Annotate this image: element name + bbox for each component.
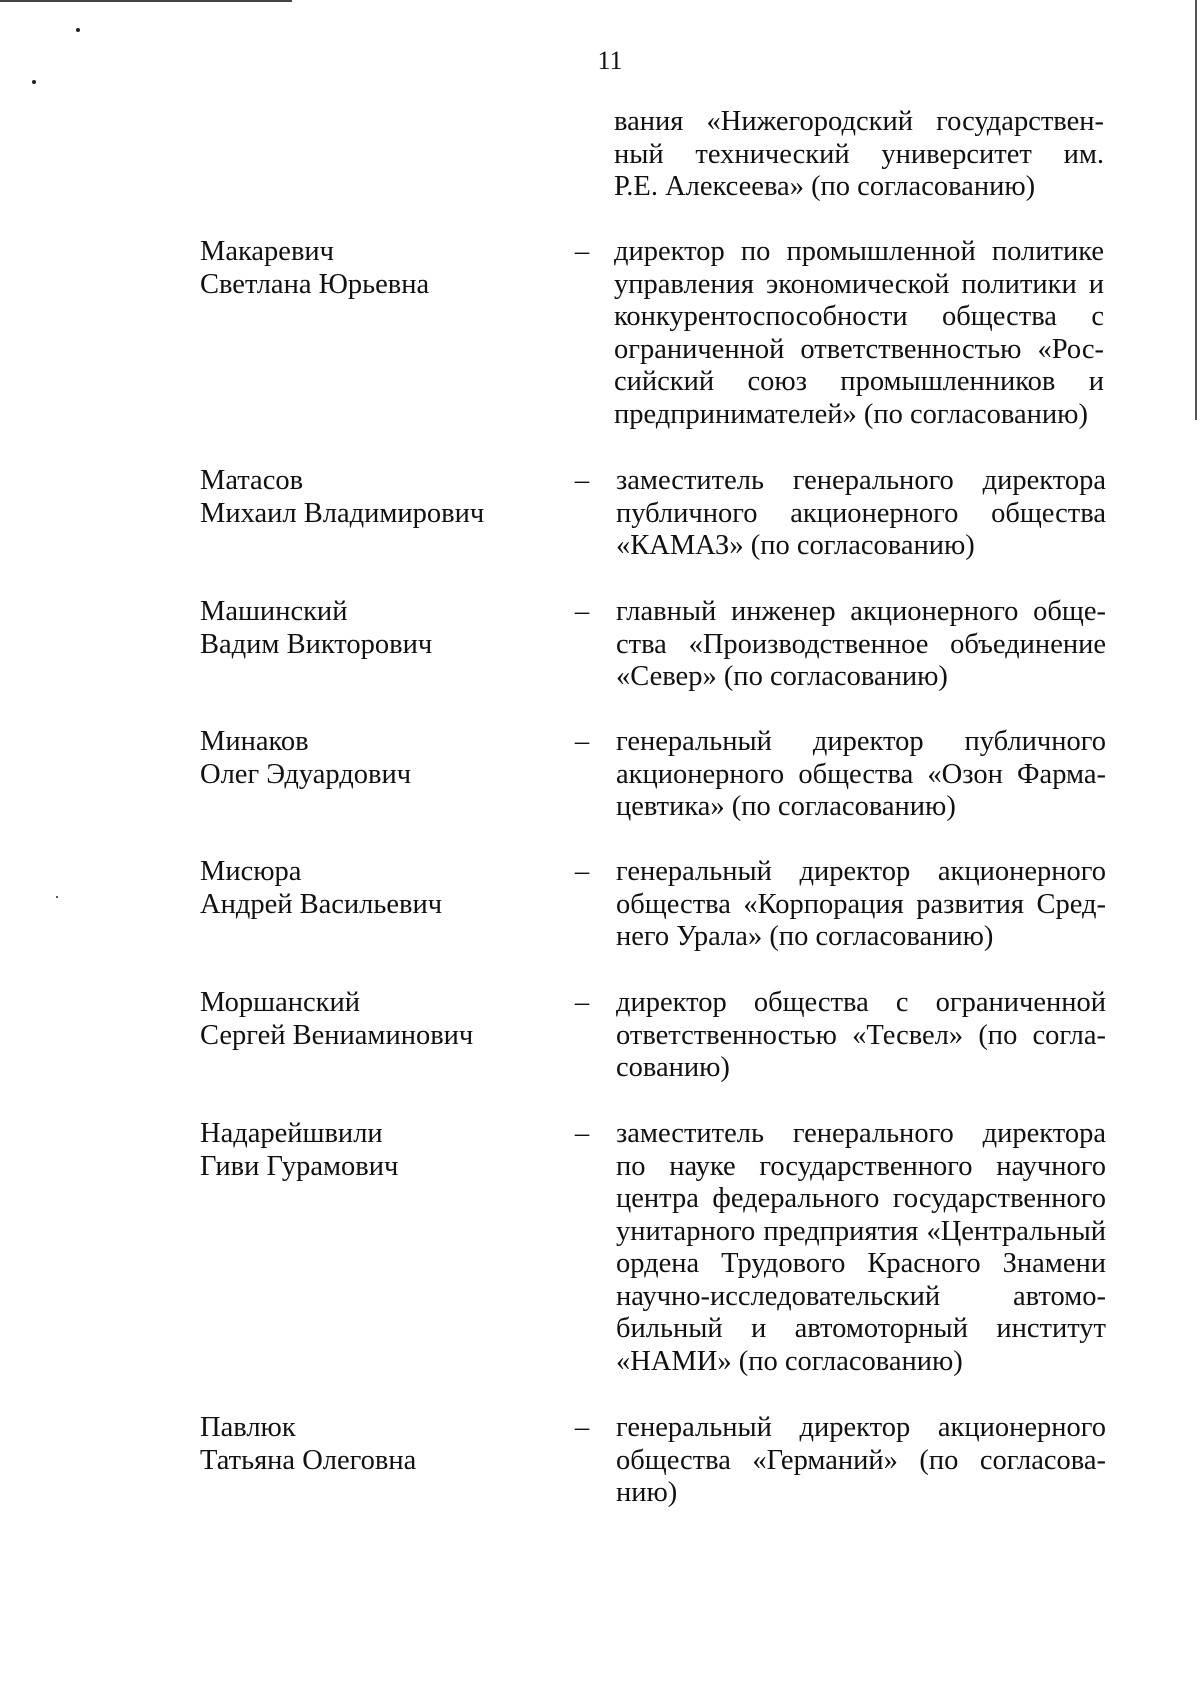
member-surname: Надарейшвили (200, 1118, 383, 1149)
member-name (200, 856, 540, 921)
description-line: генеральный директор акционерного (616, 1412, 1106, 1443)
description-line: по науке государственного научного (616, 1150, 1106, 1182)
description-line: ный технический университет им. (614, 138, 1104, 170)
description-line: акционерного общества «Озон Фарма- (616, 758, 1106, 790)
description-line: предпринимателей» (по согласованию) (614, 398, 1088, 430)
member-surname: Мисюра (200, 856, 302, 887)
dash-separator: – (574, 1412, 590, 1443)
description-line: ства «Производственное объединение (616, 628, 1106, 660)
dash-separator: – (574, 856, 590, 887)
description-line: конкурентоспособности общества с (614, 301, 1104, 332)
member-given-names: Сергей Вениаминович (200, 1019, 474, 1051)
description-line: заместитель генерального директора (616, 1118, 1106, 1149)
member-given-names: Олег Эдуардович (200, 758, 412, 790)
description-line: публичного акционерного общества (616, 497, 1106, 529)
scan-edge-line (1195, 0, 1197, 420)
dash-separator: – (574, 465, 590, 496)
description-line: директор по промышленной политике (614, 236, 1104, 267)
scan-speck (32, 80, 36, 84)
description-line: генеральный директор публичного (616, 726, 1106, 757)
member-name (200, 465, 540, 530)
entry-description (616, 1412, 1106, 1510)
entry-description (616, 856, 1106, 954)
dash-separator: – (574, 596, 590, 627)
description-line: ответственностью «Тесвел» (по согла- (616, 1019, 1106, 1051)
description-line: научно-исследовательский автомо- (616, 1280, 1106, 1312)
description-line: него Урала» (по согласованию) (616, 921, 994, 952)
member-surname: Минаков (200, 726, 309, 757)
description-line: директор общества с ограниченной (616, 987, 1106, 1018)
scan-speck (76, 28, 80, 32)
description-line: центра федерального государственного (616, 1183, 1106, 1214)
entry-description (614, 236, 1104, 431)
entry-description (616, 465, 1106, 563)
description-line: общества «Корпорация развития Сред- (616, 888, 1106, 920)
description-line: генеральный директор акционерного (616, 856, 1106, 887)
scan-edge-line (0, 0, 292, 2)
member-name (200, 1118, 540, 1183)
dash-separator: – (574, 1118, 590, 1149)
description-line: сийский союз промышленников и (614, 366, 1104, 397)
member-given-names: Вадим Викторович (200, 628, 433, 660)
entry-description (616, 596, 1106, 694)
member-given-names: Михаил Владимирович (200, 497, 485, 529)
description-line: «НАМИ» (по согласованию) (616, 1345, 963, 1377)
entry-description (616, 1118, 1106, 1378)
description-line: ордена Трудового Красного Знамени (616, 1248, 1106, 1279)
member-surname: Машинский (200, 596, 348, 627)
entry-description (616, 726, 1106, 824)
description-line: главный инженер акционерного обще- (616, 596, 1106, 627)
member-name (200, 726, 540, 791)
page-number: 11 (597, 46, 623, 75)
dash-separator: – (574, 987, 590, 1018)
description-line: унитарного предприятия «Центральный (616, 1215, 1106, 1247)
member-surname: Макаревич (200, 236, 334, 267)
member-name (200, 596, 540, 661)
description-line: «КАМАЗ» (по согласованию) (616, 530, 975, 561)
description-line: общества «Германий» (по согласова- (616, 1444, 1106, 1476)
dash-separator: – (574, 726, 590, 757)
description-line: бильный и автомоторный институт (616, 1313, 1106, 1344)
description-line: Р.Е. Алексеева» (по согласованию) (614, 171, 1036, 202)
member-name (200, 1412, 540, 1477)
member-name (200, 987, 540, 1052)
description-line: «Север» (по согласованию) (616, 661, 948, 692)
member-surname: Моршанский (200, 987, 360, 1018)
member-given-names: Гиви Гурамович (200, 1150, 399, 1182)
entry-description (616, 987, 1106, 1085)
description-line: цевтика» (по согласованию) (616, 791, 956, 822)
description-line: вания «Нижегородский государствен- (614, 106, 1104, 137)
member-surname: Павлюк (200, 1412, 296, 1443)
description-line: сованию) (616, 1052, 730, 1083)
entry-description (614, 106, 1104, 204)
member-name (200, 236, 540, 301)
description-line: заместитель генерального директора (616, 465, 1106, 496)
description-line: управления экономической политики и (614, 268, 1104, 300)
member-given-names: Татьяна Олеговна (200, 1444, 417, 1476)
description-line: нию) (616, 1477, 678, 1508)
member-surname: Матасов (200, 465, 304, 496)
description-line: ограниченной ответственностью «Рос- (614, 333, 1104, 365)
dash-separator: – (574, 236, 590, 267)
member-given-names: Андрей Васильевич (200, 888, 443, 920)
scan-speck (56, 896, 58, 898)
member-given-names: Светлана Юрьевна (200, 268, 430, 300)
